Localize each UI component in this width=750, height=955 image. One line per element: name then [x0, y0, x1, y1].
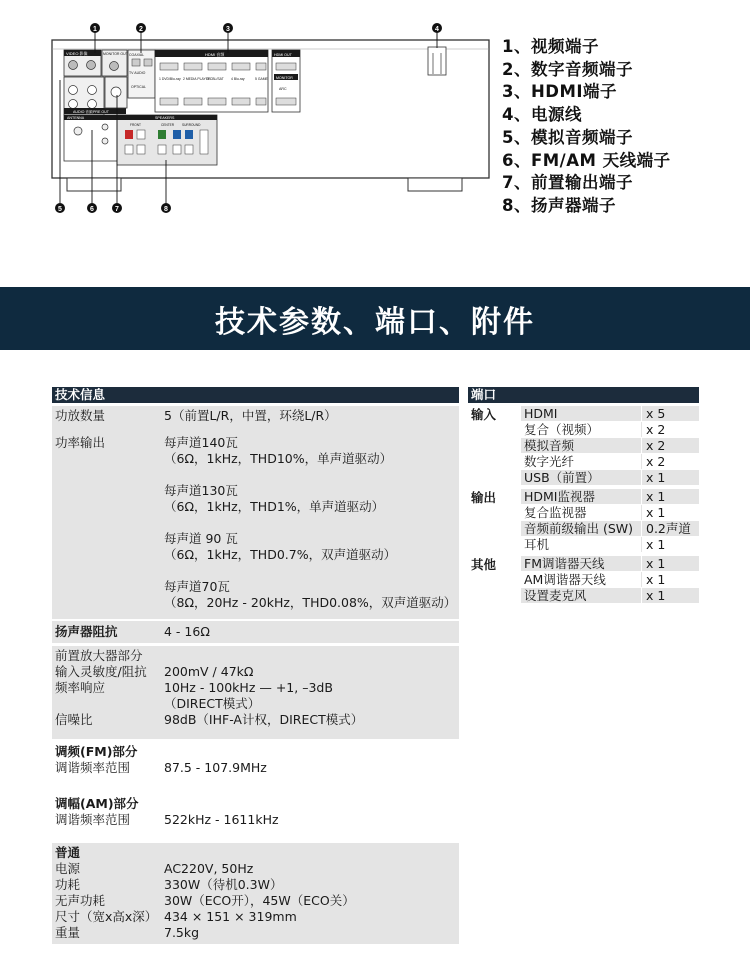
- marker-7: [112, 203, 122, 213]
- table-row: [52, 909, 459, 925]
- spec-table-header: 技术信息: [52, 387, 459, 403]
- svg-text:TV AUDIO: TV AUDIO: [129, 71, 146, 75]
- table-row: [52, 861, 459, 877]
- legend-item: 1、视频端子: [502, 37, 599, 56]
- power-line: （6Ω，1kHz，THD0.7%，双声道驱动）: [164, 547, 397, 562]
- spec-label: 输入灵敏度/阻抗: [55, 664, 147, 679]
- table-row: [52, 680, 459, 712]
- port-count: x 1: [646, 556, 666, 571]
- table-row: [52, 664, 459, 680]
- spec-value: 10Hz - 100kHz — +1, –3dB: [164, 680, 333, 695]
- svg-text:5: 5: [58, 206, 62, 213]
- power-line: 每声道70瓦: [164, 579, 230, 594]
- svg-text:8: 8: [164, 206, 168, 213]
- legend-item: 3、HDMI端子: [502, 82, 618, 102]
- list-item: [521, 521, 699, 537]
- table-row: [52, 877, 459, 893]
- port-count: x 1: [646, 470, 666, 485]
- port-count: x 1: [646, 588, 666, 603]
- section-title: 调频(FM)部分: [55, 744, 138, 759]
- fm-section: [52, 742, 459, 779]
- table-row: [52, 845, 459, 861]
- spec-label: 功耗: [55, 877, 81, 892]
- port-name: FM调谐器天线: [521, 556, 642, 571]
- power-line: （6Ω，1kHz，THD1%，单声道驱动）: [164, 499, 385, 514]
- spec-label: 无声功耗: [55, 893, 106, 908]
- ports-group-other: [468, 556, 699, 604]
- port-name: USB（前置）: [521, 470, 642, 485]
- table-row: [52, 621, 459, 640]
- list-item: [521, 470, 699, 486]
- group-label: 输入: [471, 407, 497, 422]
- marker-1: [90, 23, 100, 33]
- list-item: [521, 556, 699, 572]
- svg-text:COAXIAL: COAXIAL: [129, 53, 145, 57]
- speaker-terminal-block: [117, 115, 217, 165]
- spec-value: （DIRECT模式）: [164, 696, 261, 711]
- table-row: [52, 796, 459, 812]
- general-section: [52, 843, 459, 944]
- spec-value: 7.5kg: [164, 925, 200, 940]
- spec-label: 重量: [55, 925, 81, 940]
- spec-label: 信噪比: [55, 712, 93, 727]
- port-name: 设置麦克风: [521, 588, 642, 603]
- svg-text:SPEAKERS: SPEAKERS: [155, 116, 175, 120]
- svg-text:3 CBL/SAT: 3 CBL/SAT: [207, 77, 224, 81]
- spec-value: 98dB（IHF-A计权，DIRECT模式）: [164, 712, 364, 727]
- legend-item: 8、扬声器端子: [502, 195, 616, 215]
- port-name: 复合（视频）: [521, 422, 642, 437]
- port-count: x 2: [646, 438, 666, 453]
- section-title: 前置放大器部分: [55, 648, 143, 663]
- section-banner: [0, 287, 750, 350]
- list-item: [521, 422, 699, 438]
- preamp-section: [52, 646, 459, 739]
- table-row: [52, 760, 459, 776]
- legend-item: 6、FM/AM 天线端子: [502, 150, 671, 170]
- list-item: [521, 572, 699, 588]
- port-name: 耳机: [521, 537, 642, 552]
- port-name: 模拟音频: [521, 438, 642, 453]
- port-count: x 1: [646, 572, 666, 587]
- list-item: [521, 505, 699, 521]
- ports-group-output: [468, 489, 699, 553]
- svg-text:4: 4: [435, 26, 439, 33]
- legend-item: 2、数字音频端子: [502, 59, 633, 79]
- legend-item: 4、电源线: [502, 105, 582, 125]
- port-count: x 2: [646, 422, 666, 437]
- legend-item: 7、前置输出端子: [502, 173, 633, 193]
- spec-value: 30W（ECO开），45W（ECO关）: [164, 893, 355, 908]
- power-line: 每声道140瓦: [164, 435, 238, 450]
- am-section: [52, 794, 459, 831]
- port-name: AM调谐器天线: [521, 572, 642, 587]
- list-item: [521, 489, 699, 505]
- group-label: 其他: [471, 557, 497, 572]
- list-item: [521, 438, 699, 454]
- spec-value: 434 × 151 × 319mm: [164, 909, 297, 924]
- port-name: 复合监视器: [521, 505, 642, 520]
- list-item: [521, 454, 699, 470]
- group-label: 输出: [471, 490, 497, 505]
- svg-text:7: 7: [115, 206, 119, 213]
- table-row: [52, 925, 459, 941]
- svg-text:MONITOR OUT: MONITOR OUT: [103, 52, 128, 56]
- power-line: 每声道130瓦: [164, 483, 238, 498]
- svg-text:CENTER: CENTER: [161, 123, 175, 127]
- svg-text:OPTICAL: OPTICAL: [131, 85, 146, 89]
- spec-label: 扬声器阻抗: [55, 624, 118, 639]
- banner-title: 技术参数、端口、附件: [215, 304, 535, 340]
- port-count: x 1: [646, 537, 666, 552]
- spec-value: 522kHz - 1611kHz: [164, 812, 279, 827]
- svg-text:PRE OUT: PRE OUT: [93, 110, 109, 114]
- svg-text:AUDIO 音频: AUDIO 音频: [73, 110, 93, 114]
- svg-text:5 GAME: 5 GAME: [255, 77, 268, 81]
- svg-text:MONITOR: MONITOR: [276, 76, 293, 80]
- spec-label: 功放数量: [55, 408, 106, 423]
- marker-4: [432, 23, 442, 33]
- port-count: x 1: [646, 505, 666, 520]
- port-name: HDMI: [521, 406, 642, 421]
- table-row: [52, 648, 459, 664]
- ports-table-header: 端口: [468, 387, 699, 403]
- marker-5: [55, 203, 65, 213]
- port-name: 数字光纤: [521, 454, 642, 469]
- table-row: [52, 712, 459, 736]
- spec-label: 调谐频率范围: [55, 812, 131, 827]
- marker-2: [136, 23, 146, 33]
- hdmi-terminal-block: [155, 50, 300, 112]
- svg-text:ARC: ARC: [279, 87, 287, 91]
- analog-audio-block: [64, 77, 127, 115]
- spec-value: 200mV / 47kΩ: [164, 664, 254, 679]
- amp-section: [52, 406, 459, 643]
- svg-text:SURROUND: SURROUND: [182, 123, 201, 127]
- svg-text:VIDEO 影像: VIDEO 影像: [66, 51, 88, 56]
- table-row: [52, 744, 459, 760]
- svg-text:2 MEDIA PLAYER: 2 MEDIA PLAYER: [183, 77, 211, 81]
- legend-item: 5、模拟音频端子: [502, 127, 633, 147]
- spec-value: AC220V, 50Hz: [164, 861, 254, 876]
- spec-label: 功率输出: [55, 435, 106, 450]
- port-count: x 1: [646, 489, 666, 504]
- marker-6: [87, 203, 97, 213]
- svg-text:4 Blu-ray: 4 Blu-ray: [231, 77, 245, 81]
- svg-text:3: 3: [226, 26, 230, 33]
- power-line: （6Ω，1kHz，THD10%，单声道驱动）: [164, 451, 393, 466]
- ports-table: [468, 387, 699, 604]
- spec-label: 频率响应: [55, 680, 106, 695]
- list-item: [521, 537, 699, 553]
- spec-label: 电源: [55, 861, 81, 876]
- list-item: [521, 406, 699, 422]
- section-title: 普通: [55, 845, 81, 860]
- spec-value: 5（前置L/R，中置，环绕L/R）: [164, 408, 337, 423]
- port-count: x 2: [646, 454, 666, 469]
- power-line: 每声道 90 瓦: [164, 531, 238, 546]
- spec-value: 330W（待机0.3W）: [164, 877, 283, 892]
- marker-3: [223, 23, 233, 33]
- port-name: 音频前级输出 (SW): [521, 521, 642, 536]
- spec-value: 4 - 16Ω: [164, 624, 210, 639]
- digital-audio-block: [128, 50, 155, 98]
- port-count: x 5: [646, 406, 666, 421]
- ports-group-input: [468, 406, 699, 486]
- port-count: 0.2声道: [646, 521, 691, 536]
- svg-text:ANTENNA: ANTENNA: [67, 116, 85, 120]
- svg-text:HDMI OUT: HDMI OUT: [274, 53, 292, 57]
- spec-label: 调谐频率范围: [55, 760, 131, 775]
- table-row: [52, 812, 459, 828]
- table-row: [52, 408, 459, 424]
- svg-text:FRONT: FRONT: [130, 123, 141, 127]
- power-line: （8Ω，20Hz - 20kHz，THD0.08%，双声道驱动）: [164, 595, 457, 610]
- svg-text:6: 6: [90, 206, 94, 213]
- terminal-legend: [502, 36, 671, 218]
- table-row: [52, 893, 459, 909]
- spec-value: 87.5 - 107.9MHz: [164, 760, 267, 775]
- video-terminal-block: [64, 50, 129, 76]
- spec-table: [52, 387, 459, 944]
- spec-label: 尺寸（宽x高x深）: [55, 909, 158, 924]
- marker-8: [161, 203, 171, 213]
- port-name: HDMI监视器: [521, 489, 642, 504]
- svg-text:1 DVD/Blu-ray: 1 DVD/Blu-ray: [159, 77, 181, 81]
- svg-text:1: 1: [93, 26, 97, 33]
- table-row: [52, 435, 459, 611]
- section-title: 调幅(AM)部分: [55, 796, 139, 811]
- rear-panel-diagram: [0, 0, 750, 260]
- svg-text:2: 2: [139, 26, 143, 33]
- svg-text:HDMI 音频: HDMI 音频: [205, 52, 225, 57]
- list-item: [521, 588, 699, 604]
